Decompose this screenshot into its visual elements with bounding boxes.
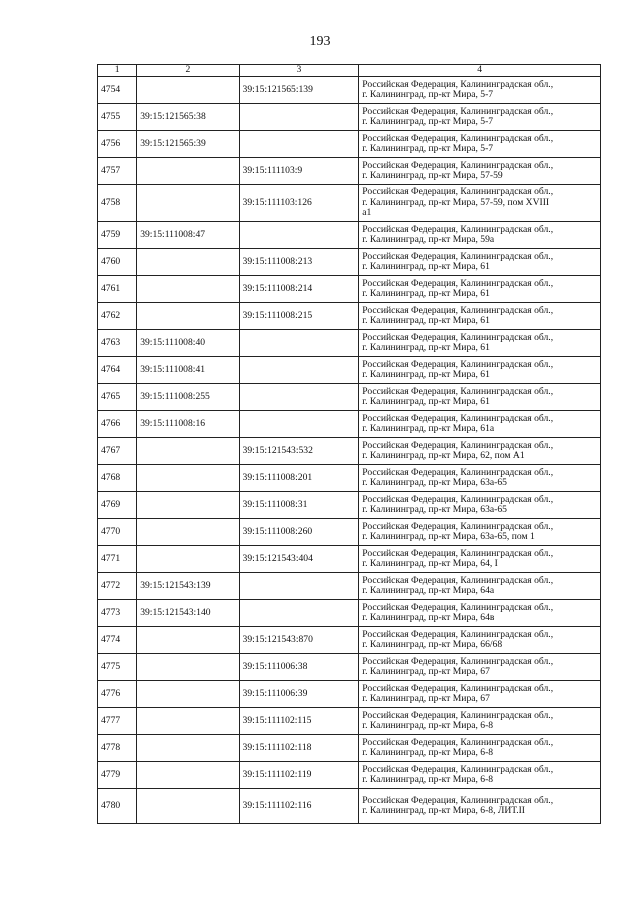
table-row [98,600,601,627]
cadastral-number-cell: 39:15:111008:47 [137,222,239,249]
address-cell: Российская Федерация, Калининградская обл., г. Калининград, пр-кт Мира, 61 [359,249,601,276]
row-number: 4777 [98,708,137,735]
cadastral-number-cell: 39:15:121565:39 [137,131,239,158]
row-number: 4767 [98,438,137,465]
cadastral-number-cell [137,303,239,330]
row-number: 4754 [98,77,137,104]
cadastral-number-cell: 39:15:121565:139 [239,77,359,104]
table-row [98,276,601,303]
address-cell: Российская Федерация, Калининградская обл., г. Калининград, пр-кт Мира, 63а-65 [359,465,601,492]
row-number: 4756 [98,131,137,158]
cadastral-number-cell [137,465,239,492]
cadastral-number-cell: 39:15:111102:118 [239,735,359,762]
column-header: 3 [239,65,359,77]
address-cell: Российская Федерация, Калининградская обл., г. Калининград, пр-кт Мира, 63а-65, пом 1 [359,519,601,546]
table-row [98,131,601,158]
row-number: 4772 [98,573,137,600]
cadastral-number-cell [239,330,359,357]
table-row [98,546,601,573]
row-number: 4780 [98,789,137,824]
cadastral-number-cell: 39:15:111008:260 [239,519,359,546]
row-number: 4778 [98,735,137,762]
cadastral-number-cell: 39:15:111008:213 [239,249,359,276]
address-cell: Российская Федерация, Калининградская обл., г. Калининград, пр-кт Мира, 6-8 [359,735,601,762]
address-cell: Российская Федерация, Калининградская обл., г. Калининград, пр-кт Мира, 64а [359,573,601,600]
cadastral-number-cell: 39:15:121543:139 [137,573,239,600]
row-number: 4779 [98,762,137,789]
table-row [98,77,601,104]
table-row [98,681,601,708]
row-number: 4768 [98,465,137,492]
address-cell: Российская Федерация, Калининградская обл., г. Калининград, пр-кт Мира, 57-59, пом XVIII а1 [359,185,601,222]
cadastral-number-cell [239,411,359,438]
table-row [98,708,601,735]
row-number: 4769 [98,492,137,519]
table-row [98,573,601,600]
table-row [98,249,601,276]
column-header: 4 [359,65,601,77]
address-cell: Российская Федерация, Калининградская обл., г. Калининград, пр-кт Мира, 5-7 [359,131,601,158]
cadastral-number-cell: 39:15:111008:31 [239,492,359,519]
cadastral-number-cell [239,131,359,158]
row-number: 4776 [98,681,137,708]
cadastral-number-cell: 39:15:111103:126 [239,185,359,222]
cadastral-number-cell [239,357,359,384]
cadastral-number-cell [137,681,239,708]
address-cell: Российская Федерация, Калининградская обл., г. Калининград, пр-кт Мира, 64в [359,600,601,627]
address-cell: Российская Федерация, Калининградская обл., г. Калининград, пр-кт Мира, 61 [359,303,601,330]
cadastral-number-cell [137,519,239,546]
cadastral-number-cell: 39:15:111103:9 [239,158,359,185]
cadastral-number-cell: 39:15:111008:215 [239,303,359,330]
cadastral-number-cell: 39:15:111102:116 [239,789,359,824]
address-cell: Российская Федерация, Калининградская обл., г. Калининград, пр-кт Мира, 57-59 [359,158,601,185]
address-cell: Российская Федерация, Калининградская обл., г. Калининград, пр-кт Мира, 67 [359,681,601,708]
table-row [98,762,601,789]
row-number: 4764 [98,357,137,384]
row-number: 4760 [98,249,137,276]
cadastral-number-cell: 39:15:111008:16 [137,411,239,438]
cadastral-number-cell: 39:15:111008:40 [137,330,239,357]
row-number: 4755 [98,104,137,131]
address-cell: Российская Федерация, Калининградская обл., г. Калининград, пр-кт Мира, 61а [359,411,601,438]
table-row [98,465,601,492]
row-number: 4758 [98,185,137,222]
table-row [98,438,601,465]
cadastral-number-cell: 39:15:121543:870 [239,627,359,654]
row-number: 4762 [98,303,137,330]
row-number: 4773 [98,600,137,627]
cadastral-number-cell [137,762,239,789]
table-row [98,158,601,185]
registry-table [97,64,601,824]
cadastral-number-cell [239,104,359,131]
table-row [98,411,601,438]
cadastral-number-cell [137,276,239,303]
address-cell: Российская Федерация, Калининградская обл., г. Калининград, пр-кт Мира, 61 [359,357,601,384]
cadastral-number-cell [239,573,359,600]
address-cell: Российская Федерация, Калининградская обл., г. Калининград, пр-кт Мира, 6-8 [359,708,601,735]
cadastral-number-cell [137,789,239,824]
address-cell: Российская Федерация, Калининградская обл., г. Калининград, пр-кт Мира, 5-7 [359,77,601,104]
cadastral-number-cell [137,158,239,185]
table-row [98,492,601,519]
cadastral-number-cell: 39:15:111008:255 [137,384,239,411]
row-number: 4763 [98,330,137,357]
cadastral-number-cell [137,735,239,762]
cadastral-number-cell: 39:15:121543:532 [239,438,359,465]
table-row [98,735,601,762]
row-number: 4757 [98,158,137,185]
row-number: 4774 [98,627,137,654]
cadastral-number-cell: 39:15:111102:115 [239,708,359,735]
table-row [98,789,601,824]
address-cell: Российская Федерация, Калининградская обл., г. Калининград, пр-кт Мира, 64, I [359,546,601,573]
address-cell: Российская Федерация, Калининградская обл., г. Калининград, пр-кт Мира, 6-8, ЛИТ.II [359,789,601,824]
cadastral-number-cell [137,627,239,654]
table-row [98,222,601,249]
row-number: 4766 [98,411,137,438]
row-number: 4761 [98,276,137,303]
cadastral-number-cell [137,77,239,104]
address-cell: Российская Федерация, Калининградская обл., г. Калининград, пр-кт Мира, 61 [359,276,601,303]
address-cell: Российская Федерация, Калининградская обл., г. Калининград, пр-кт Мира, 67 [359,654,601,681]
cadastral-number-cell: 39:15:121543:404 [239,546,359,573]
address-cell: Российская Федерация, Калининградская обл., г. Калининград, пр-кт Мира, 6-8 [359,762,601,789]
cadastral-number-cell: 39:15:111008:41 [137,357,239,384]
row-number: 4775 [98,654,137,681]
cadastral-number-cell: 39:15:111006:39 [239,681,359,708]
cadastral-number-cell [137,654,239,681]
table-row [98,104,601,131]
cadastral-number-cell [137,708,239,735]
address-cell: Российская Федерация, Калининградская обл., г. Калининград, пр-кт Мира, 5-7 [359,104,601,131]
table-row [98,627,601,654]
row-number: 4771 [98,546,137,573]
cadastral-number-cell [239,384,359,411]
page-number: 193 [309,34,331,49]
row-number: 4765 [98,384,137,411]
table-row [98,303,601,330]
table-row [98,330,601,357]
cadastral-number-cell [239,222,359,249]
address-cell: Российская Федерация, Калининградская обл., г. Калининград, пр-кт Мира, 62, пом А1 [359,438,601,465]
address-cell: Российская Федерация, Калининградская обл., г. Калининград, пр-кт Мира, 61 [359,330,601,357]
row-number: 4770 [98,519,137,546]
cadastral-number-cell: 39:15:121565:38 [137,104,239,131]
table-body [98,77,601,824]
cadastral-number-cell [137,546,239,573]
cadastral-number-cell: 39:15:111008:201 [239,465,359,492]
cadastral-number-cell: 39:15:111006:38 [239,654,359,681]
column-header: 2 [137,65,239,77]
cadastral-number-cell: 39:15:111102:119 [239,762,359,789]
header-row [98,65,601,77]
address-cell: Российская Федерация, Калининградская обл., г. Калининград, пр-кт Мира, 63а-65 [359,492,601,519]
table-row [98,654,601,681]
table-row [98,185,601,222]
address-cell: Российская Федерация, Калининградская обл., г. Калининград, пр-кт Мира, 59а [359,222,601,249]
cadastral-number-cell [137,438,239,465]
cadastral-number-cell [137,249,239,276]
row-number: 4759 [98,222,137,249]
cadastral-number-cell [137,185,239,222]
table-row [98,384,601,411]
cadastral-number-cell [137,492,239,519]
table-row [98,357,601,384]
cadastral-number-cell: 39:15:111008:214 [239,276,359,303]
address-cell: Российская Федерация, Калининградская обл., г. Калининград, пр-кт Мира, 61 [359,384,601,411]
address-cell: Российская Федерация, Калининградская обл., г. Калининград, пр-кт Мира, 66/68 [359,627,601,654]
table-row [98,519,601,546]
column-header: 1 [98,65,137,77]
cadastral-number-cell: 39:15:121543:140 [137,600,239,627]
cadastral-number-cell [239,600,359,627]
